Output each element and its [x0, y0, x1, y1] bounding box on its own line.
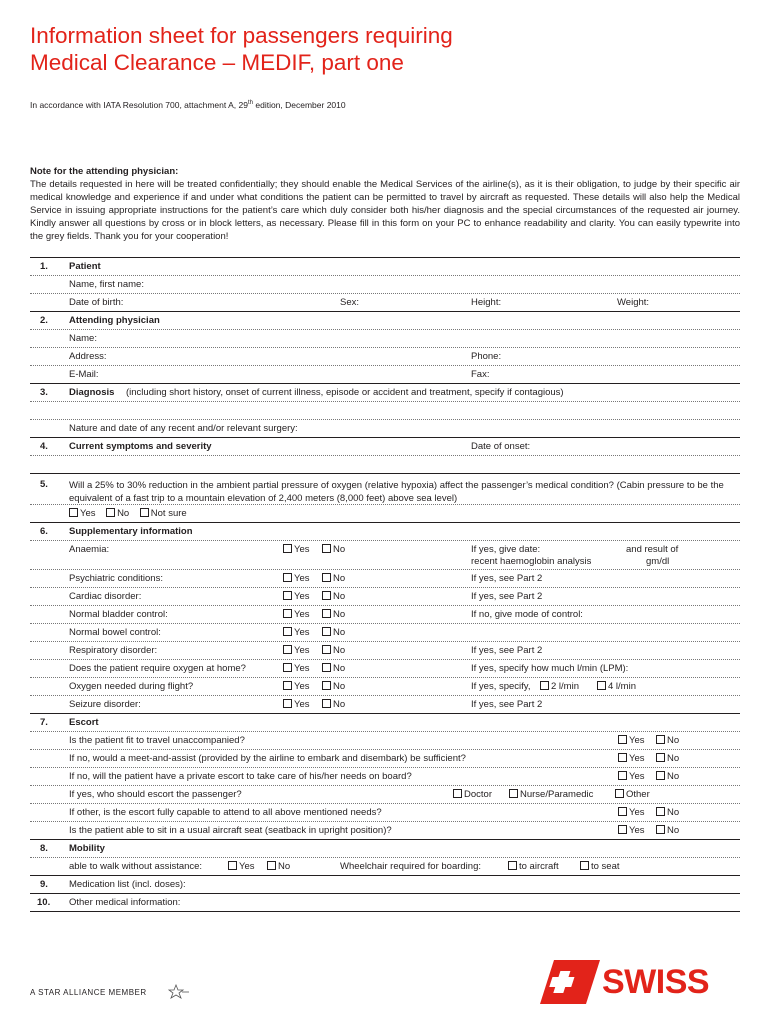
s8-walk-label: able to walk without assistance:: [69, 861, 203, 872]
s6-oxy-home-label: Does the patient require oxygen at home?: [69, 663, 246, 674]
checkbox[interactable]: [322, 627, 331, 636]
s6-seizure-yes[interactable]: Yes: [283, 699, 310, 710]
checkbox[interactable]: [508, 861, 517, 870]
s1-name-row[interactable]: [30, 276, 740, 294]
s6-cardiac-label: Cardiac disorder:: [69, 591, 142, 602]
s2-phone-label: Phone:: [471, 351, 502, 362]
s6-bowel-no[interactable]: No: [322, 627, 345, 638]
s4-number: 4.: [40, 441, 48, 452]
s6-oxy-flight-yes[interactable]: Yes: [283, 681, 310, 692]
s3-heading: Diagnosis: [69, 387, 115, 398]
s6-oxy-home-row: [30, 660, 740, 678]
s1-weight-label: Weight:: [617, 297, 650, 308]
s6-number: 6.: [40, 526, 48, 537]
s7-q3-yes[interactable]: Yes: [618, 771, 645, 782]
s7-header-row: [30, 714, 740, 732]
checkbox[interactable]: [322, 609, 331, 618]
s8-mobility-row: [30, 858, 740, 876]
s2-email-row[interactable]: [30, 366, 740, 384]
checkbox[interactable]: [618, 735, 627, 744]
swiss-flag-icon: [540, 960, 600, 1004]
s7-q1-label: Is the patient fit to travel unaccompanied?: [69, 735, 245, 746]
subtitle: In accordance with IATA Resolution 700, attachment A, 29th edition, December 2010: [30, 100, 346, 110]
s6-bowel-label: Normal bowel control:: [69, 627, 161, 638]
s3-surgery-label: Nature and date of any recent and/or relevant surgery:: [69, 423, 298, 434]
s6-resp-note: If yes, see Part 2: [471, 645, 543, 656]
checkbox[interactable]: [283, 609, 292, 618]
s8-wheelchair-label: Wheelchair required for boarding:: [340, 861, 481, 872]
s5-number: 5.: [40, 479, 48, 490]
checkbox[interactable]: [322, 573, 331, 582]
checkbox[interactable]: [283, 663, 292, 672]
s5-answer-row: [30, 505, 740, 523]
s1-dob-row[interactable]: [30, 294, 740, 312]
s7-q4-label: If yes, who should escort the passenger?: [69, 789, 242, 800]
s1-number: 1.: [40, 261, 48, 272]
s6-cardiac-no[interactable]: No: [322, 591, 345, 602]
s1-heading: Patient: [69, 261, 101, 272]
checkbox[interactable]: [597, 681, 606, 690]
s8-walk-yes[interactable]: Yes: [228, 861, 255, 872]
s8-heading: Mobility: [69, 843, 105, 854]
s7-q1-no[interactable]: No: [656, 735, 679, 746]
swiss-logo: [540, 960, 740, 1004]
s8-to-seat-option[interactable]: to seat: [580, 861, 620, 872]
s7-q2-no[interactable]: No: [656, 753, 679, 764]
s3-heading-note: (including short history, onset of current illness, episode or accident and treatment, specify if contagious): [126, 387, 564, 398]
s6-oxy-home-no[interactable]: No: [322, 663, 345, 674]
s6-psych-note: If yes, see Part 2: [471, 573, 543, 584]
note-body: The details requested in here will be treated confidentially; they should enable the Medical Services of the airline(s), as it is their obligation, to judge by their specific air medical knowledge and experience if and under what conditions the patient can be permitted to travel by aircraft as requested. These details will also help the Medical Service in issuing appropriate instructions for the patient’s care which duly consider both his/her diagnosis and the special circumstances of the requested air journey. Kindly answer all questions by cross or in block letters, as necessary. Please fill in this form on your PC to enhance readability and clarity. You can easily typewrite into the grey fields. Thank you for your cooperation!: [30, 179, 740, 242]
checkbox[interactable]: [509, 789, 518, 798]
s7-q3-row: [30, 768, 740, 786]
s1-header-row: [30, 257, 740, 276]
s6-seizure-row: [30, 696, 740, 714]
s6-anaemia-row: [30, 541, 740, 570]
s7-heading: Escort: [69, 717, 99, 728]
s2-address-row[interactable]: [30, 348, 740, 366]
s6-oxy-4lpm[interactable]: 4 l/min: [597, 681, 636, 692]
checkbox[interactable]: [618, 771, 627, 780]
s6-anaemia-result-label: and result of: [626, 544, 679, 555]
s5-no-checkbox[interactable]: [106, 508, 115, 517]
s2-name-row[interactable]: [30, 330, 740, 348]
checkbox[interactable]: [322, 591, 331, 600]
s6-seizure-note: If yes, see Part 2: [471, 699, 543, 710]
physician-note: [30, 165, 740, 243]
s6-resp-row: [30, 642, 740, 660]
s4-header-row[interactable]: [30, 438, 740, 456]
s5-not-sure-checkbox[interactable]: [140, 508, 149, 517]
checkbox[interactable]: [580, 861, 589, 870]
checkbox[interactable]: [656, 807, 665, 816]
s4-heading: Current symptoms and severity: [69, 441, 212, 452]
checkbox[interactable]: [228, 861, 237, 870]
checkbox[interactable]: [322, 645, 331, 654]
checkbox[interactable]: [283, 544, 292, 553]
checkbox[interactable]: [283, 699, 292, 708]
s7-q5-yes[interactable]: Yes: [618, 807, 645, 818]
s6-resp-no[interactable]: No: [322, 645, 345, 656]
s5-question: Will a 25% to 30% reduction in the ambient partial pressure of oxygen (relative hypoxia) affect the passenger’s medical condition? (Cabin pressure to be the equivalent of a fast trip to a mountain elevation of 2,400 meters (8,000 feet) above sea level): [69, 480, 724, 504]
s7-q6-no[interactable]: No: [656, 825, 679, 836]
page-title: [30, 22, 453, 76]
s7-q4-row: [30, 786, 740, 804]
s7-q5-no[interactable]: No: [656, 807, 679, 818]
s6-anaemia-date-label: If yes, give date:: [471, 544, 541, 555]
s8-walk-no[interactable]: No: [267, 861, 290, 872]
checkbox[interactable]: [267, 861, 276, 870]
s6-anaemia-label: Anaemia:: [69, 544, 110, 555]
s8-header-row: [30, 840, 740, 858]
s3-blank-row[interactable]: [30, 402, 740, 420]
checkbox[interactable]: [615, 789, 624, 798]
checkbox[interactable]: [618, 825, 627, 834]
s9-number: 9.: [40, 879, 48, 890]
s6-anaemia-recent-label: recent haemoglobin analysis: [471, 556, 592, 567]
s6-header-row: [30, 523, 740, 541]
s7-q1-yes[interactable]: Yes: [618, 735, 645, 746]
s6-bladder-label: Normal bladder control:: [69, 609, 168, 620]
s7-q5-row: [30, 804, 740, 822]
star-alliance-logo-icon: [168, 984, 190, 1000]
s6-seizure-label: Seizure disorder:: [69, 699, 141, 710]
s10-number: 10.: [37, 897, 51, 908]
s6-psych-label: Psychiatric conditions:: [69, 573, 163, 584]
s6-oxy-home-yes[interactable]: Yes: [283, 663, 310, 674]
checkbox[interactable]: [322, 663, 331, 672]
s7-q6-yes[interactable]: Yes: [618, 825, 645, 836]
s10-label: Other medical information:: [69, 897, 181, 908]
s7-q3-label: If no, will the patient have a private escort to take care of his/her needs on board?: [69, 771, 412, 782]
checkbox[interactable]: [283, 681, 292, 690]
s7-q1-row: [30, 732, 740, 750]
s6-bladder-row: [30, 606, 740, 624]
medif-form: [30, 257, 740, 912]
checkbox[interactable]: [453, 789, 462, 798]
s1-height-label: Height:: [471, 297, 502, 308]
s5-yes-option[interactable]: Yes: [69, 508, 96, 519]
checkbox[interactable]: [322, 681, 331, 690]
s7-q2-label: If no, would a meet-and-assist (provided by the airline to embark and disembark) be sufficient?: [69, 753, 466, 764]
checkbox[interactable]: [656, 735, 665, 744]
s10-row[interactable]: [30, 894, 740, 912]
s7-number: 7.: [40, 717, 48, 728]
s7-q6-label: Is the patient able to sit in a usual aircraft seat (seatback in upright position)?: [69, 825, 392, 836]
s5-yes-checkbox[interactable]: [69, 508, 78, 517]
s6-resp-label: Respiratory disorder:: [69, 645, 158, 656]
s6-psych-no[interactable]: No: [322, 573, 345, 584]
s6-bladder-yes[interactable]: Yes: [283, 609, 310, 620]
s6-cardiac-row: [30, 588, 740, 606]
s2-number: 2.: [40, 315, 48, 326]
s6-bladder-note: If no, give mode of control:: [471, 609, 583, 620]
s2-name-label: Name:: [69, 333, 97, 344]
s5-answers: [69, 508, 187, 519]
star-alliance-text: A STAR ALLIANCE MEMBER: [30, 988, 147, 997]
checkbox[interactable]: [322, 544, 331, 553]
checkbox[interactable]: [540, 681, 549, 690]
checkbox[interactable]: [656, 771, 665, 780]
s6-bowel-row: [30, 624, 740, 642]
s7-q2-row: [30, 750, 740, 768]
s6-oxy-home-note: If yes, specify how much l/min (LPM):: [471, 663, 629, 674]
s6-bowel-yes[interactable]: Yes: [283, 627, 310, 638]
checkbox[interactable]: [322, 699, 331, 708]
s7-q2-yes[interactable]: Yes: [618, 753, 645, 764]
s5-no-option[interactable]: No: [106, 508, 129, 519]
s6-oxy-flight-label: Oxygen needed during flight?: [69, 681, 194, 692]
s4-onset-label: Date of onset:: [471, 441, 531, 452]
note-heading: Note for the attending physician:: [30, 166, 179, 177]
s2-header-row: [30, 312, 740, 330]
checkbox[interactable]: [283, 627, 292, 636]
checkbox[interactable]: [283, 573, 292, 582]
s6-cardiac-yes[interactable]: Yes: [283, 591, 310, 602]
s2-email-label: E-Mail:: [69, 369, 99, 380]
swiss-wordmark: SWISS: [602, 963, 710, 1001]
s4-blank-row[interactable]: [30, 456, 740, 474]
s8-number: 8.: [40, 843, 48, 854]
s6-heading: Supplementary information: [69, 526, 193, 537]
s6-oxy-2lpm[interactable]: 2 l/min: [540, 681, 579, 692]
s9-row[interactable]: [30, 876, 740, 894]
s7-nurse-option[interactable]: Nurse/Paramedic: [509, 789, 593, 800]
checkbox[interactable]: [656, 825, 665, 834]
s6-oxy-flight-no[interactable]: No: [322, 681, 345, 692]
s6-anaemia-no[interactable]: No: [322, 544, 345, 555]
s9-label: Medication list (incl. doses):: [69, 879, 186, 890]
s6-anaemia-yes[interactable]: Yes: [283, 544, 310, 555]
s7-q5-label: If other, is the escort fully capable to attend to all above mentioned needs?: [69, 807, 382, 818]
s6-psych-yes[interactable]: Yes: [283, 573, 310, 584]
s2-fax-label: Fax:: [471, 369, 490, 380]
s3-header-row[interactable]: [30, 384, 740, 402]
s5-not-sure-option[interactable]: Not sure: [140, 508, 187, 519]
s8-to-aircraft-option[interactable]: to aircraft: [508, 861, 559, 872]
s3-number: 3.: [40, 387, 48, 398]
s6-cardiac-note: If yes, see Part 2: [471, 591, 543, 602]
s5-question-row: [30, 474, 740, 505]
checkbox[interactable]: [283, 645, 292, 654]
checkbox[interactable]: [283, 591, 292, 600]
s1-name-label: Name, first name:: [69, 279, 144, 290]
s7-q6-row: [30, 822, 740, 840]
checkbox[interactable]: [656, 753, 665, 762]
s6-bladder-no[interactable]: No: [322, 609, 345, 620]
s6-seizure-no[interactable]: No: [322, 699, 345, 710]
s1-sex-label: Sex:: [340, 297, 360, 308]
s2-address-label: Address:: [69, 351, 107, 362]
s7-other-option[interactable]: Other: [615, 789, 650, 800]
s6-psych-row: [30, 570, 740, 588]
title-line-1: Information sheet for passengers requiring: [30, 23, 453, 48]
s7-doctor-option[interactable]: Doctor: [453, 789, 492, 800]
s6-oxy-flight-row: [30, 678, 740, 696]
s6-resp-yes[interactable]: Yes: [283, 645, 310, 656]
title-line-2: Medical Clearance – MEDIF, part one: [30, 50, 404, 75]
s2-heading: Attending physician: [69, 315, 160, 326]
s7-q3-no[interactable]: No: [656, 771, 679, 782]
s1-dob-label: Date of birth:: [69, 297, 124, 308]
checkbox[interactable]: [618, 753, 627, 762]
s6-anaemia-unit: gm/dl: [646, 556, 670, 567]
checkbox[interactable]: [618, 807, 627, 816]
s3-surgery-row[interactable]: [30, 420, 740, 438]
s6-oxy-flight-note: If yes, specify,: [471, 681, 531, 692]
